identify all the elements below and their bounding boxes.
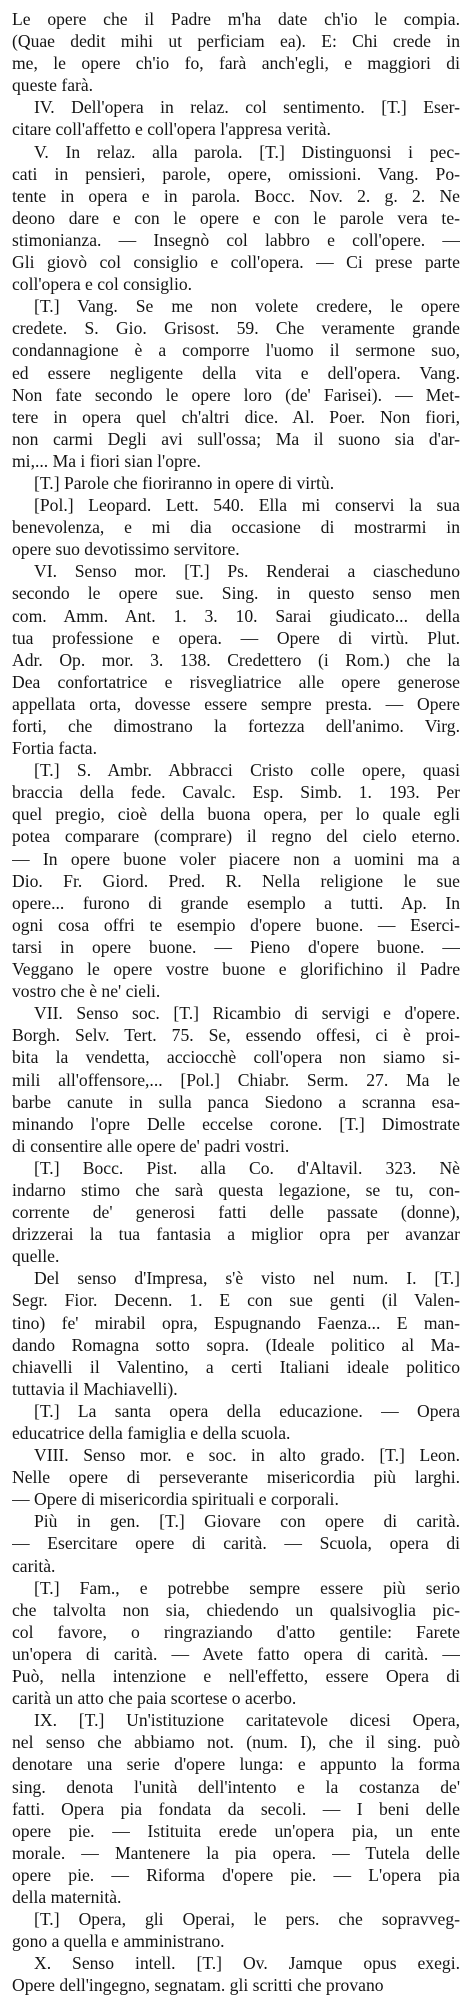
text-line: braccia della fede. Cavalc. Esp. Simb. 1. 193. Per	[12, 782, 460, 803]
text-line: Nelle opere di perseverante misericordia più larghi.	[12, 1467, 460, 1488]
text-line: [Pol.] Leopard. Lett. 540. Ella mi conservi la sua	[34, 495, 460, 516]
text-line: quel pregio, cioè della buona opera, per lo quale egli	[12, 804, 460, 825]
text-line: drizzerai la tua fantasia a miglior opra per avanzar	[12, 1224, 460, 1245]
text-line: tente in opera e in parola. Bocc. Nov. 2. g. 2. Ne	[12, 185, 460, 206]
text-line: com. Amm. Ant. 1. 3. 10. Sarai giudicato... della	[12, 605, 460, 626]
text-line: [T.] Vang. Se me non volete credere, le opere	[34, 296, 460, 317]
text-line: — Opere di misericordia spirituali e corporali.	[12, 1489, 339, 1510]
text-line: opere pie. — Istituita erede un'opera pia, un ente	[12, 1820, 460, 1841]
text-line: Fortia facta.	[12, 738, 97, 759]
text-line: VII. Senso soc. [T.] Ricambio di servigi e d'opere.	[34, 1003, 460, 1024]
text-line: della maternità.	[12, 1886, 122, 1907]
text-line: appellata orta, dovesse essere sempre presta. — Opere	[12, 693, 460, 714]
text-line: [T.] S. Ambr. Abbracci Cristo colle opere, quasi	[34, 760, 460, 781]
text-line: ogni cosa offri te esempio d'opere buone. — Eserci-	[12, 914, 460, 935]
text-line: X. Senso intell. [T.] Ov. Jamque opus exegi.	[34, 1953, 460, 1974]
text-line: che talvolta non sia, chiedendo un qualsivoglia pic-	[12, 1599, 460, 1620]
text-line: Può, nella intenzione e nell'effetto, essere Opera di	[12, 1666, 460, 1687]
text-line: [T.] Parole che fioriranno in opere di virtù.	[34, 472, 335, 493]
text-line: opere pie. — Riforma d'opere pie. — L'opera pia	[12, 1864, 460, 1885]
text-line: forti, che dimostrano la fortezza dell'animo. Virg.	[12, 716, 460, 736]
text-line: [T.] Opera, gli Operai, le pers. che sopravveg-	[34, 1909, 460, 1930]
text-line: Del senso d'Impresa, s'è visto nel num. I. [T.]	[34, 1268, 460, 1289]
text-line: Opere dell'ingegno, segnatam. gli scritti che provano	[12, 1975, 384, 1996]
text-line: gono a quella e amministrano.	[12, 1931, 225, 1952]
text-line: credete. S. Gio. Grisost. 59. Che veramente grande	[12, 318, 460, 339]
text-line: secondo le opere sue. Sing. in questo senso men	[12, 583, 460, 604]
text-line: bita la vendetta, acciocchè coll'opera non siamo si-	[12, 1047, 460, 1068]
text-line: Gli giovò col consiglio e coll'opera. — Ci prese parte	[12, 252, 460, 273]
text-line: quelle.	[12, 1246, 60, 1267]
text-line: — Esercitare opere di carità. — Scuola, opera di	[12, 1533, 460, 1554]
text-line: opere... furono di grande esemplo a tutti. Ap. In	[12, 892, 460, 913]
text-line: tua professione e opera. — Opere di virtù. Plut.	[12, 627, 460, 648]
entry-text-column	[12, 8, 460, 1996]
text-line: — In opere buone voler piacere non a uomini ma a	[12, 848, 460, 869]
text-line: benevolenza, e mi dia occasione di mostrarmi in	[12, 517, 460, 538]
text-line: me, le opere ch'io fo, farà anch'egli, e maggiori di	[12, 53, 460, 74]
text-line: [T.] Bocc. Pist. alla Co. d'Altavil. 323. Nè	[34, 1157, 460, 1178]
text-line: vostro che è ne' cieli.	[12, 981, 161, 1002]
text-line: barbe canute in sulla panca Siedono a scranna esa-	[12, 1091, 460, 1112]
text-line: nel senso che abbiamo not. (num. I), che il sing. può	[12, 1732, 460, 1753]
text-line: educatrice della famiglia e della scuola.	[12, 1423, 291, 1443]
text-line: tarsi in opere buone. — Pieno d'opere buone. —	[12, 936, 460, 957]
text-line: carità.	[12, 1555, 56, 1576]
text-line: tere in opera quel ch'altri dice. Al. Poer. Non fiori,	[12, 406, 460, 427]
text-line: un'opera di carità. — Avete fatto opera di carità. —	[12, 1643, 460, 1664]
text-line: VI. Senso mor. [T.] Ps. Renderai a ciascheduno	[34, 561, 460, 582]
text-line: fatti. Opera pia fondata da secoli. — I beni delle	[12, 1798, 460, 1819]
text-line: minando l'opre Delle eccelse corone. [T.] Dimostrate	[12, 1113, 460, 1134]
text-line: corrente de' generosi fatti delle passate (donne),	[12, 1202, 460, 1223]
text-line: Dea confortatrice e risvegliatrice alle opere generose	[12, 671, 460, 692]
text-line: IX. [T.] Un'istituzione caritatevole dicesi Opera,	[34, 1710, 460, 1731]
text-line: tuttavia il Machiavelli).	[12, 1378, 178, 1399]
text-line: indarno stimo che sarà questa legazione, se tu, con-	[12, 1179, 460, 1200]
text-line: potea comparare (comprare) il regno del cielo eterno.	[12, 826, 460, 847]
text-line: opere suo devotissimo servitore.	[12, 539, 240, 560]
text-line: non carmi Degli avi sull'ossa; Ma il suono sia d'ar-	[12, 428, 460, 449]
text-line: tino) fe' mirabil opra, Espugnando Faenza... E man-	[12, 1312, 460, 1333]
text-line: chiavelli il Valentino, a certi Italiani ideale politico	[12, 1356, 460, 1377]
text-line: ed essere negligente della vita e dell'opera. Vang.	[12, 362, 460, 383]
text-line: denotare una serie d'opere lunga: e appunto la forma	[12, 1754, 460, 1775]
text-line: Adr. Op. mor. 3. 138. Credettero (i Rom.) che la	[12, 649, 460, 670]
text-line: citare coll'affetto e coll'opera l'appresa verità.	[12, 119, 331, 140]
text-line: Segr. Fior. Decenn. 1. E con sue genti (il Valen-	[12, 1290, 460, 1311]
text-line: deono dare e con le opere e con le parole vera te-	[12, 207, 460, 228]
text-line: Non fate secondo le opere loro (de' Farisei). — Met-	[12, 384, 460, 405]
text-line: stimonianza. — Insegnò col labbro e coll'opere. —	[12, 229, 460, 250]
text-line: cati in pensieri, parole, opere, omissioni. Vang. Po-	[12, 163, 460, 184]
text-line: Più in gen. [T.] Giovare con opere di carità.	[34, 1511, 460, 1532]
text-line: (Quae dedit mihi ut perficiam ea). E: Chi crede in	[12, 31, 460, 52]
text-line: sing. denota l'unità dell'intento e la costanza de'	[12, 1776, 460, 1797]
text-line: [T.] La santa opera della educazione. — Opera	[34, 1400, 460, 1421]
text-line: col favore, o ringraziando d'atto gentile: Farete	[12, 1621, 460, 1642]
text-line: condannagione è a comporre l'uomo il sermone suo,	[12, 340, 460, 361]
text-line: Veggano le opere vostre buone e glorifichino il Padre	[12, 959, 460, 980]
text-line: Le opere che il Padre m'ha date ch'io le compia.	[12, 9, 460, 29]
text-line: VIII. Senso mor. e soc. in alto grado. [T.] Leon.	[34, 1445, 460, 1466]
text-line: morale. — Mantenere la pia opera. — Tutela delle	[12, 1842, 460, 1863]
text-line: mi,... Ma i fiori sian l'opre.	[12, 450, 201, 471]
text-line: Borgh. Selv. Tert. 75. Se, essendo offesi, ci è proi-	[12, 1025, 460, 1046]
text-line: Dio. Fr. Giord. Pred. R. Nella religione le sue	[12, 870, 460, 891]
text-line: di consentire alle opere de' padri vostri.	[12, 1135, 290, 1156]
text-line: mili all'offensore,... [Pol.] Chiabr. Serm. 27. Ma le	[12, 1069, 460, 1090]
text-line: dando Romagna sotto sopra. (Ideale politico al Ma-	[12, 1334, 460, 1355]
text-line: IV. Dell'opera in relaz. col sentimento. [T.] Eser-	[34, 97, 460, 118]
text-line: queste farà.	[12, 75, 94, 96]
text-line: V. In relaz. alla parola. [T.] Distinguonsi i pec-	[34, 141, 460, 162]
text-line: coll'opera e col consiglio.	[12, 274, 193, 295]
text-line: [T.] Fam., e potrebbe sempre essere più serio	[34, 1577, 460, 1598]
text-line: carità un atto che paia scortese o acerbo.	[12, 1688, 297, 1709]
